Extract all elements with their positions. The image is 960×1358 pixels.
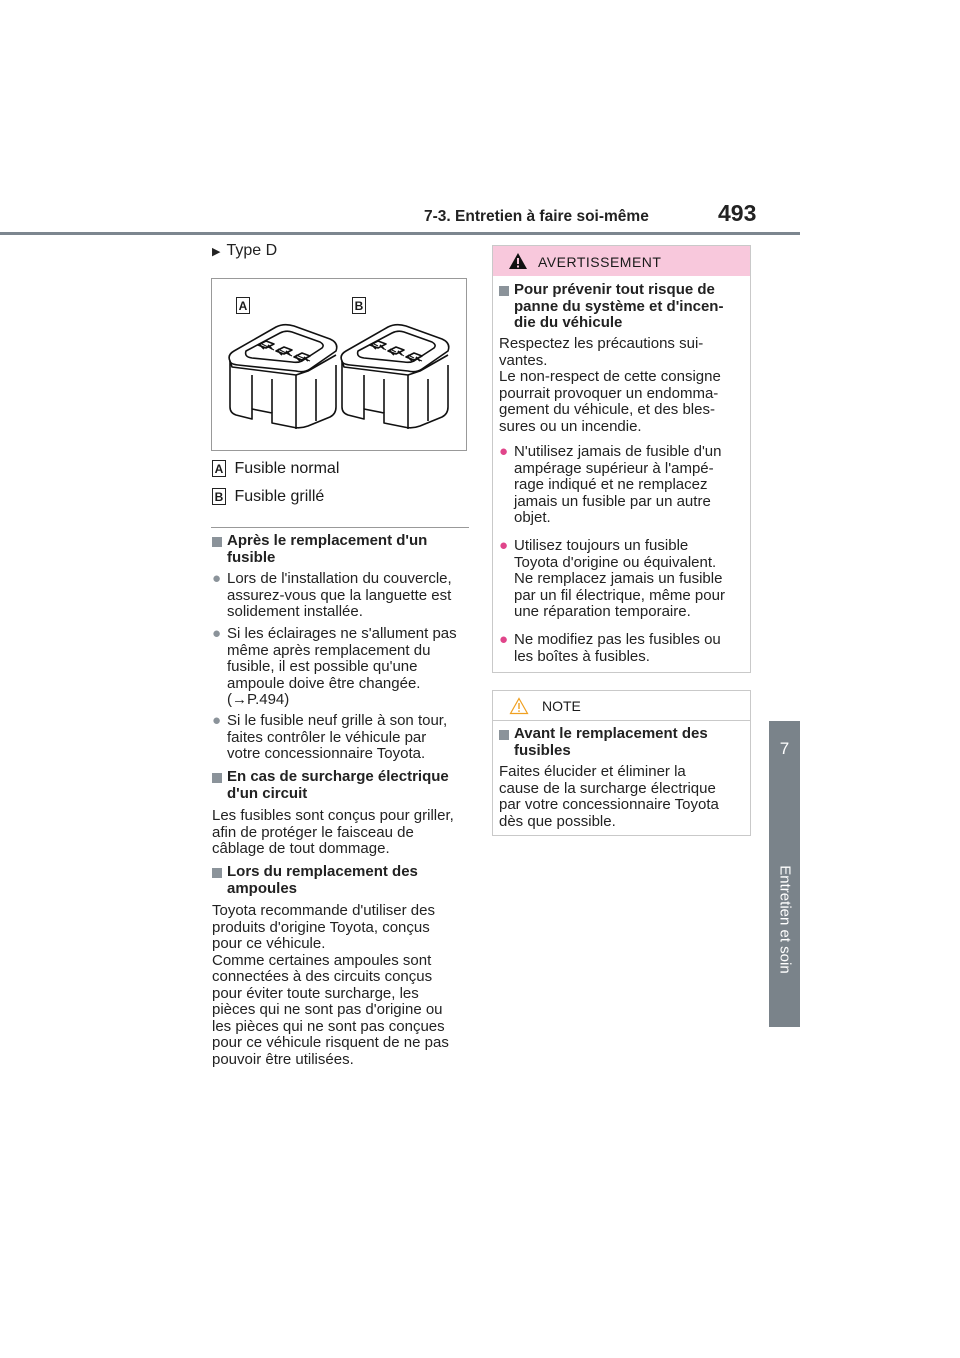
section-heading-overload: En cas de surcharge électrique d'un circuit	[212, 769, 462, 802]
warning-header	[493, 246, 750, 276]
legend-item	[212, 460, 339, 478]
list-item: ● Lors de l'installation du couvercle, assurez-vous que la languette est solidement installée.	[212, 570, 452, 620]
type-label-text: Type D	[226, 242, 278, 259]
chapter-tab	[769, 721, 800, 1027]
list-item: ● Ne modifiez pas les fusibles ou les boîtes à fusibles.	[499, 631, 721, 665]
square-bullet-icon	[212, 868, 222, 878]
dot-bullet-icon: ●	[499, 537, 509, 554]
warning-box	[492, 245, 751, 673]
warning-heading: Pour prévenir tout risque de panne du système et d'incen- die du véhicule	[499, 282, 739, 332]
warning-intro: Respectez les précautions sui- vantes. Le non-respect de cette consigne pourrait provoquer un endomma- gement du véhicule, et des bles- sures ou un incendie.	[499, 335, 721, 435]
square-bullet-icon	[499, 286, 509, 296]
note-header	[493, 691, 750, 721]
fuse-normal-icon	[229, 325, 337, 429]
note-title: NOTE	[542, 698, 581, 714]
note-body: Faites élucider et éliminer la cause de la surcharge électrique par votre concessionnaire Toyota dès que possible.	[499, 763, 719, 830]
fuse-figure	[211, 278, 467, 451]
section-title: 7-3. Entretien à faire soi-même	[424, 208, 649, 225]
legend-key-b: B	[212, 488, 226, 505]
dot-bullet-icon: ●	[212, 712, 222, 729]
list-item: ● Utilisez toujours un fusible Toyota d'origine ou équivalent. Ne remplacez jamais un fusible par un fil électrique, même pour une réparation temporaire.	[499, 537, 725, 620]
section-heading-bulbs: Lors du remplacement des ampoules	[212, 864, 462, 897]
bulbs-body: Toyota recommande d'utiliser des produits d'origine Toyota, conçus pour ce véhicule. Comme certaines ampoules sont connectées à des circuits conçus pour éviter toute surcharge, les pièces qui ne sont pas d'origine ou les pièces qui ne sont pas conçues pour ce véhicule risquent de ne pas pouvoir être utilisées.	[212, 902, 449, 1068]
chapter-number: 7	[779, 739, 790, 758]
note-box	[492, 690, 751, 836]
legend-key-a: A	[212, 460, 226, 477]
page-reference-link[interactable]: (→P.494)	[227, 691, 290, 708]
dot-bullet-icon: ●	[212, 570, 222, 587]
type-label	[212, 243, 277, 261]
note-heading: Avant le remplacement des fusibles	[499, 726, 739, 759]
figure-label-b: B	[352, 297, 366, 314]
header-rule	[0, 232, 800, 235]
page-number: 493	[718, 200, 757, 226]
section-heading-after-replacement: Après le remplacement d'un fusible	[212, 533, 462, 566]
triangle-bullet-icon: ▶	[212, 246, 221, 258]
caution-triangle-icon	[509, 697, 529, 715]
list-item: ● Si les éclairages ne s'allument pas même après remplacement du fusible, il est possible qu'une ampoule doive être changée. (→P.494)	[212, 626, 462, 709]
list-item: ● N'utilisez jamais de fusible d'un ampérage supérieur à l'ampé- rage indiqué et ne remplacez jamais un fusible par un autre objet.	[499, 443, 722, 526]
legend-text: Fusible normal	[234, 460, 340, 477]
fuse-blown-icon	[341, 325, 449, 429]
figure-label-a: A	[236, 297, 250, 314]
dot-bullet-icon: ●	[212, 625, 222, 642]
list-item: ● Si le fusible neuf grille à son tour, faites contrôler le véhicule par votre concessionnaire Toyota.	[212, 712, 448, 762]
legend-text: Fusible grillé	[234, 488, 325, 505]
square-bullet-icon	[212, 773, 222, 783]
square-bullet-icon	[499, 730, 509, 740]
chapter-title: Entretien et soin	[776, 865, 794, 974]
dot-bullet-icon: ●	[499, 443, 509, 460]
dot-bullet-icon: ●	[499, 631, 509, 648]
section-divider	[211, 527, 469, 528]
overload-body: Les fusibles sont conçus pour griller, afin de protéger le faisceau de câblage de tout dommage.	[212, 807, 454, 857]
warning-triangle-icon	[508, 252, 528, 270]
warning-title: AVERTISSEMENT	[538, 254, 662, 270]
fuse-illustration	[212, 279, 466, 450]
square-bullet-icon	[212, 537, 222, 547]
legend-item	[212, 488, 324, 506]
